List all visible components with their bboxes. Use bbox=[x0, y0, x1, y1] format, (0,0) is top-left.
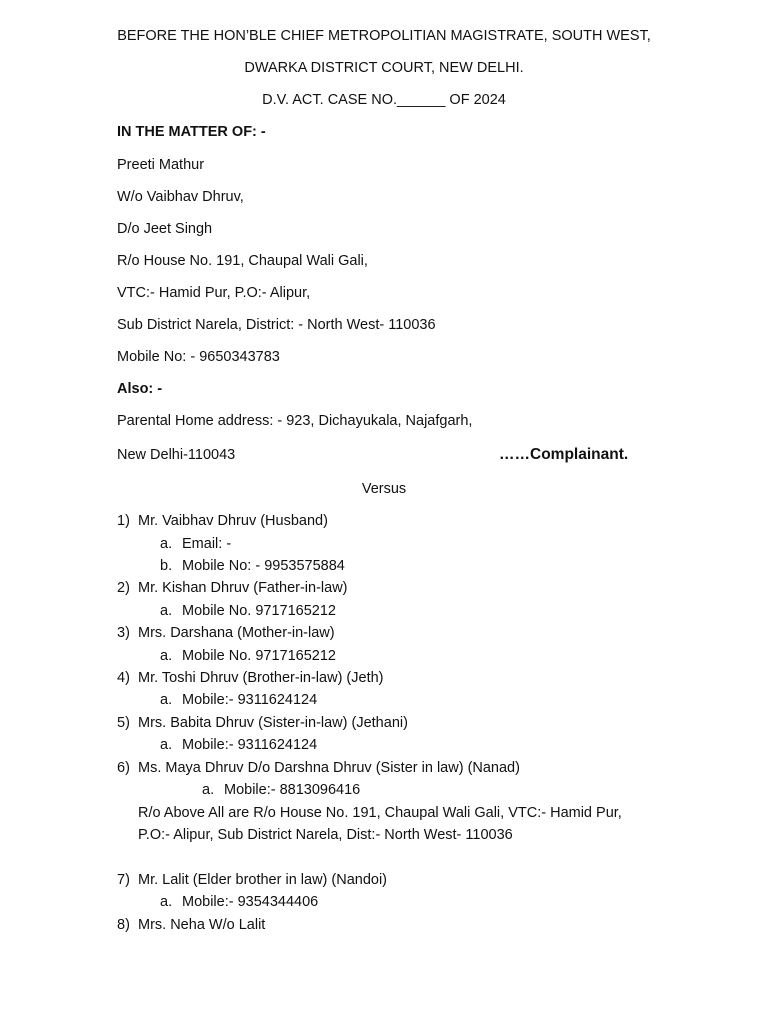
complainant-name: Preeti Mathur bbox=[117, 157, 205, 173]
respondent-subitem: a. Mobile No. 9717165212 bbox=[160, 603, 336, 619]
respondent-item: 8) Mrs. Neha W/o Lalit bbox=[117, 917, 266, 933]
respondent-item: 2) Mr. Kishan Dhruv (Father-in-law) bbox=[117, 580, 348, 596]
respondent-item: 6) Ms. Maya Dhruv D/o Darshna Dhruv (Sister in law) (Nanad) bbox=[117, 760, 520, 776]
case-number: D.V. ACT. CASE NO.______ OF 2024 bbox=[262, 92, 506, 108]
versus: Versus bbox=[361, 481, 407, 497]
court-heading-line1: BEFORE THE HON’BLE CHIEF METROPOLITIAN MAGISTRATE, SOUTH WEST, bbox=[117, 28, 651, 44]
complainant-label: ……Complainant. bbox=[499, 446, 629, 463]
also-label: Also: - bbox=[117, 381, 163, 397]
respondent-item: 7) Mr. Lalit (Elder brother in law) (Nandoi) bbox=[117, 872, 388, 888]
respondent-subitem: a. Mobile:- 9311624124 bbox=[160, 692, 318, 708]
respondent-item: 1) Mr. Vaibhav Dhruv (Husband) bbox=[117, 513, 328, 529]
complainant-wife-of: W/o Vaibhav Dhruv, bbox=[117, 189, 244, 205]
respondent-item: 5) Mrs. Babita Dhruv (Sister-in-law) (Jethani) bbox=[117, 715, 408, 731]
parental-address: Parental Home address: - 923, Dichayukala, Najafgarh, bbox=[117, 413, 473, 429]
respondent-subitem: a. Mobile:- 9311624124 bbox=[160, 737, 318, 753]
complainant-daughter-of: D/o Jeet Singh bbox=[117, 221, 213, 237]
respondent-subitem: a. Mobile No. 9717165212 bbox=[160, 648, 336, 664]
respondent-subitem: a. Email: - bbox=[160, 536, 232, 552]
respondent-item: 3) Mrs. Darshana (Mother-in-law) bbox=[117, 625, 335, 641]
common-address-line2: P.O:- Alipur, Sub District Narela, Dist:- North West- 110036 bbox=[138, 827, 513, 843]
complainant-residence: R/o House No. 191, Chaupal Wali Gali, bbox=[117, 253, 368, 269]
respondent-item: 4) Mr. Toshi Dhruv (Brother-in-law) (Jeth) bbox=[117, 670, 384, 686]
complainant-district: Sub District Narela, District: - North West- 110036 bbox=[117, 317, 436, 333]
court-heading-line2: DWARKA DISTRICT COURT, NEW DELHI. bbox=[244, 60, 524, 76]
respondent-subitem: a. Mobile:- 9354344406 bbox=[160, 894, 319, 910]
matter-heading: IN THE MATTER OF: - bbox=[117, 124, 266, 140]
respondent-subitem: b. Mobile No: - 9953575884 bbox=[160, 558, 345, 574]
respondent-subitem: a. Mobile:- 8813096416 bbox=[202, 782, 361, 798]
common-address-line1: R/o Above All are R/o House No. 191, Chaupal Wali Gali, VTC:- Hamid Pur, bbox=[138, 805, 622, 821]
complainant-mobile: Mobile No: - 9650343783 bbox=[117, 349, 280, 365]
complainant-vtc: VTC:- Hamid Pur, P.O:- Alipur, bbox=[117, 285, 311, 301]
city-pin: New Delhi-110043 bbox=[117, 447, 236, 463]
